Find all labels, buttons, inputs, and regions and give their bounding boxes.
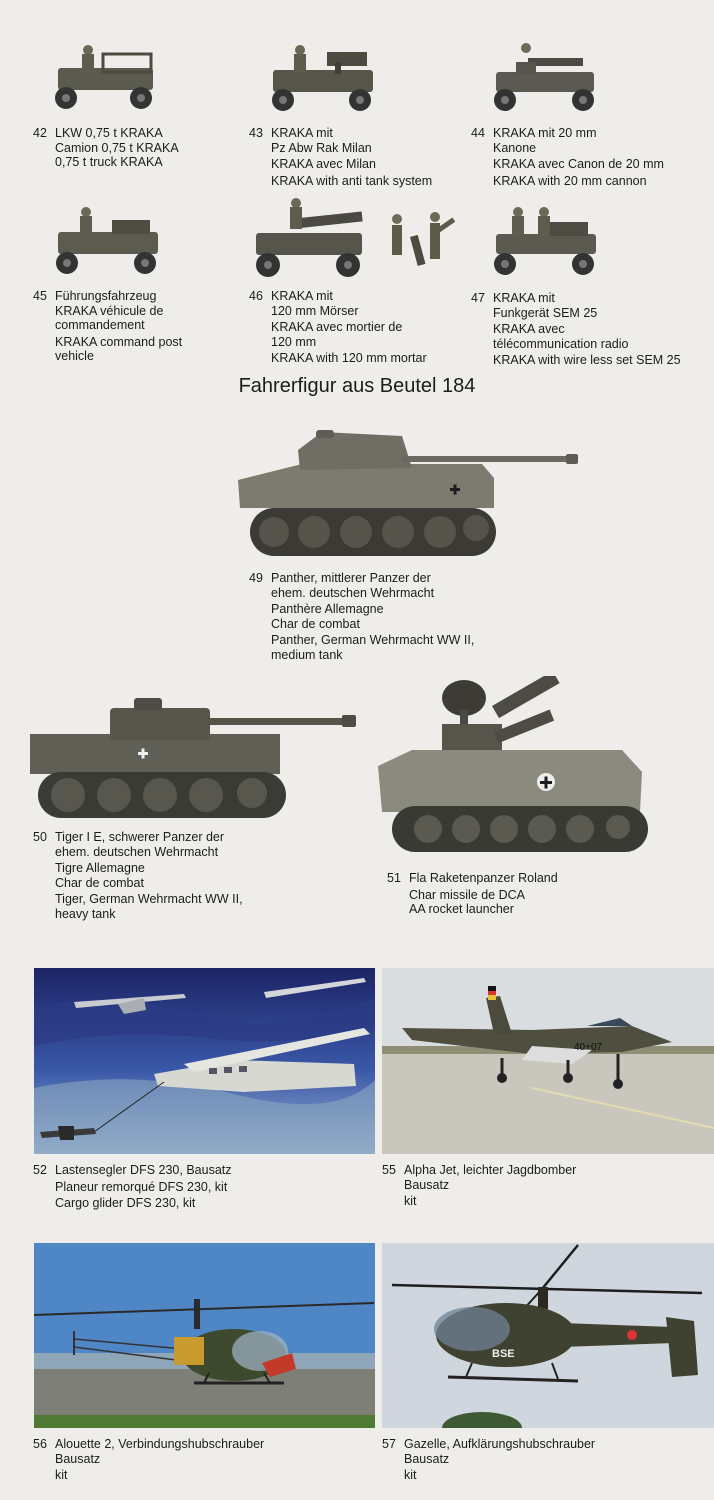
caption-line: Panthère Allemagne (271, 602, 384, 616)
caption-line: Kanone (493, 140, 537, 155)
tiger-tank-image (26, 694, 360, 824)
caption-line: 0,75 t truck KRAKA (55, 155, 163, 169)
caption-56 (33, 1437, 353, 1487)
caption-43 (249, 126, 469, 188)
caption-line: AA rocket launcher (409, 902, 514, 916)
caption-line: Gazelle, Aufklärungshubschrauber (404, 1437, 596, 1451)
item-number: 49 (249, 571, 263, 585)
kraka-45-image (50, 200, 165, 278)
item-number: 55 (382, 1163, 396, 1177)
caption-line: Char de combat (55, 875, 144, 890)
caption-line: KRAKA with 120 mm mortar (271, 351, 427, 365)
caption-line: KRAKA with wire less set SEM 25 (493, 353, 681, 367)
caption-line: vehicle (55, 349, 94, 363)
glider-dfs230-illustration (34, 968, 375, 1154)
caption-line: KRAKA with 20 mm cannon (493, 173, 647, 188)
item-number: 42 (33, 126, 47, 140)
caption-51 (387, 871, 627, 921)
caption-line: Bausatz (55, 1451, 101, 1466)
item-number: 43 (249, 126, 263, 140)
heli-serial-marking: BSE (492, 1348, 515, 1360)
kraka-47-image (488, 200, 603, 278)
caption-line: Tiger, German Wehrmacht WW II, (55, 892, 243, 906)
roland-missile-tank-image (372, 676, 652, 856)
caption-line: KRAKA mit 20 mm (493, 126, 597, 140)
jet-serial-marking: 40+07 (574, 1042, 603, 1053)
caption-line: Funkgerät SEM 25 (493, 305, 598, 320)
caption-50 (33, 830, 323, 920)
caption-line: Bausatz (404, 1177, 450, 1192)
caption-44 (471, 126, 701, 188)
alouette-2-photo (34, 1243, 375, 1428)
item-number: 51 (387, 871, 401, 885)
caption-55 (382, 1163, 682, 1213)
caption-line: Alouette 2, Verbindungshubschrauber (55, 1437, 265, 1451)
caption-line: KRAKA mit (271, 289, 333, 303)
caption-49 (249, 571, 539, 661)
caption-line: ehem. deutschen Wehrmacht (55, 844, 219, 859)
item-number: 50 (33, 830, 47, 844)
caption-line: KRAKA mit (271, 126, 333, 140)
caption-52 (33, 1163, 333, 1213)
caption-42 (33, 126, 233, 176)
caption-line: Char de combat (271, 616, 360, 631)
item-number: 46 (249, 289, 263, 303)
caption-line: KRAKA avec mortier de (271, 320, 403, 334)
caption-line: Panther, mittlerer Panzer der (271, 571, 431, 585)
caption-line: kit (404, 1194, 417, 1208)
caption-line: télécommunication radio (493, 336, 629, 351)
caption-line: Tiger I E, schwerer Panzer der (55, 830, 225, 844)
kraka-46-image (250, 195, 460, 283)
gazelle-photo (382, 1243, 714, 1428)
caption-line: KRAKA véhicule de (55, 303, 164, 318)
caption-line: heavy tank (55, 906, 116, 921)
caption-line: Fla Raketenpanzer Roland (409, 871, 558, 885)
caption-line: ehem. deutschen Wehrmacht (271, 585, 435, 600)
alpha-jet-photo (382, 968, 714, 1154)
caption-47 (471, 291, 711, 367)
caption-line: KRAKA avec Canon de 20 mm (493, 157, 664, 171)
kraka-42-image (48, 40, 163, 115)
item-number: 47 (471, 291, 485, 305)
panther-tank-image (232, 428, 582, 563)
caption-line: LKW 0,75 t KRAKA (55, 126, 163, 140)
item-number: 56 (33, 1437, 47, 1451)
item-number: 44 (471, 126, 485, 140)
caption-line: Panther, German Wehrmacht WW II, (271, 633, 475, 647)
caption-line: Camion 0,75 t KRAKA (55, 140, 179, 155)
caption-line: Bausatz (404, 1451, 450, 1466)
caption-line: Führungsfahrzeug (55, 289, 157, 303)
caption-line: kit (404, 1468, 417, 1482)
caption-46 (249, 289, 469, 365)
caption-line: kit (55, 1468, 68, 1482)
item-number: 57 (382, 1437, 396, 1451)
caption-line: Alpha Jet, leichter Jagdbomber (404, 1163, 577, 1177)
item-number: 52 (33, 1163, 47, 1177)
caption-line: KRAKA mit (493, 291, 555, 305)
caption-line: 120 mm (271, 334, 317, 349)
caption-line: Tigre Allemagne (55, 861, 145, 875)
caption-line: Char missile de DCA (409, 887, 526, 902)
subheading: Fahrerfigur aus Beutel 184 (238, 375, 476, 397)
item-number: 45 (33, 289, 47, 303)
kraka-44-image (488, 40, 603, 115)
caption-line: Lastensegler DFS 230, Bausatz (55, 1163, 232, 1177)
caption-line: KRAKA avec (493, 322, 565, 336)
caption-line: Pz Abw Rak Milan (271, 140, 372, 155)
caption-line: medium tank (271, 647, 343, 662)
caption-57 (382, 1437, 702, 1487)
kraka-43-image (265, 40, 385, 115)
caption-line: 120 mm Mörser (271, 303, 359, 318)
caption-line: KRAKA with anti tank system (271, 173, 433, 188)
caption-line: KRAKA command post (55, 334, 183, 349)
caption-line: KRAKA avec Milan (271, 157, 376, 171)
caption-line: Cargo glider DFS 230, kit (55, 1196, 196, 1210)
caption-45 (33, 289, 243, 365)
caption-line: commandement (55, 318, 145, 332)
caption-line: Planeur remorqué DFS 230, kit (55, 1179, 228, 1194)
